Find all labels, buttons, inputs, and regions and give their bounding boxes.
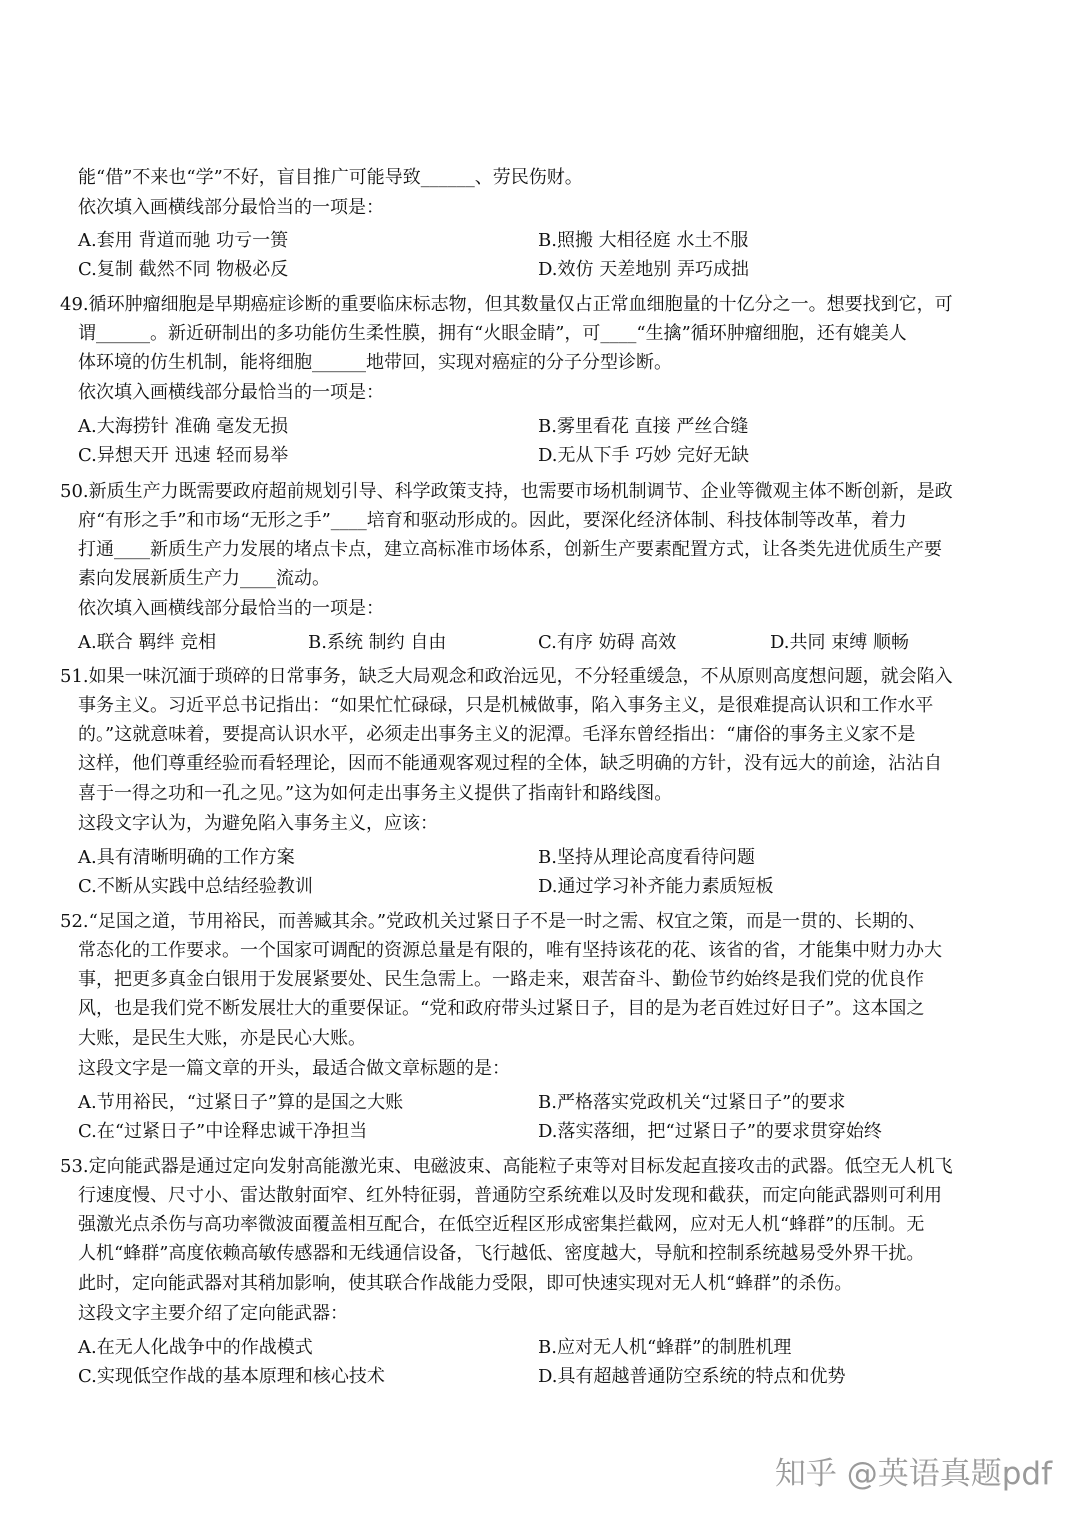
q51-text-line-1: 51.如果一味沉湎于琐碎的日常事务，缺乏大局观念和政治远见，不分轻重缓急，不从原则高度想问题，就会陷入: [60, 666, 953, 687]
q53-text-line-3: 强激光点杀伤与高功率微波面覆盖相互配合，在低空近程区形成密集拦截网，应对无人机“蜂群”的压制。无: [78, 1214, 925, 1235]
q53-option-d: D.具有超越普通防空系统的特点和优势: [538, 1366, 846, 1387]
q51-option-b: B.坚持从理论高度看待问题: [538, 847, 755, 868]
q49-text-line-1: 49.循环肿瘤细胞是早期癌症诊断的重要临床标志物，但其数量仅占正常血细胞量的十亿分之一。想要找到它，可: [60, 294, 953, 315]
q51-text-line-4: 这样，他们尊重经验而看轻理论，因而不能通观客观过程的全体，缺乏明确的方针，没有远大的前途，沾沾自: [78, 753, 942, 774]
q52-text-line-4: 风，也是我们党不断发展壮大的重要保证。“党和政府带头过紧日子，目的是为老百姓过好日子”。这本国之: [78, 998, 925, 1019]
q53-prompt: 这段文字主要介绍了定向能武器：: [78, 1303, 348, 1324]
q49-option-a: A.大海捞针 准确 毫发无损: [78, 416, 289, 437]
q53-option-a: A.在无人化战争中的作战模式: [78, 1337, 313, 1358]
q48-option-c: C.复制 截然不同 物极必反: [78, 259, 289, 280]
q53-option-b: B.应对无人机“蜂群”的制胜机理: [538, 1337, 792, 1358]
q49-option-c: C.异想天开 迅速 轻而易举: [78, 445, 289, 466]
q52-option-c: C.在“过紧日子”中诠释忠诚干净担当: [78, 1121, 368, 1142]
q50-text-line-3: 打通____新质生产力发展的堵点卡点，建立高标准市场体系，创新生产要素配置方式，让各类先进优质生产要: [78, 539, 942, 560]
q52-text-line-1: 52.“足国之道，节用裕民，而善臧其余。”党政机关过紧日子不是一时之需、权宜之策，而是一贯的、长期的、: [60, 911, 927, 932]
q50-prompt: 依次填入画横线部分最恰当的一项是：: [78, 598, 384, 619]
q53-text-line-5: 此时，定向能武器对其稍加影响，使其联合作战能力受限，即可快速实现对无人机“蜂群”的杀伤。: [78, 1273, 853, 1294]
q51-text-line-2: 事务主义。习近平总书记指出：“如果忙忙碌碌，只是机械做事，陷入事务主义，是很难提高认识和工作水平: [78, 695, 934, 716]
q52-option-a: A.节用裕民，“过紧日子”算的是国之大账: [78, 1092, 404, 1113]
q48-option-a: A.套用 背道而驰 功亏一篑: [78, 230, 289, 251]
zhihu-watermark: 知乎 @英语真题pdf: [774, 1456, 1052, 1492]
q50-option-c: C.有序 妨碍 高效: [538, 632, 677, 653]
q51-option-c: C.不断从实践中总结经验教训: [78, 876, 313, 897]
q49-text-line-3: 体环境的仿生机制，能将细胞______地带回，实现对癌症的分子分型诊断。: [78, 352, 672, 373]
q49-option-b: B.雾里看花 直接 严丝合缝: [538, 416, 749, 437]
q50-option-a: A.联合 羁绊 竞相: [78, 632, 217, 653]
q51-option-d: D.通过学习补齐能力素质短板: [538, 876, 774, 897]
q48-option-d: D.效仿 天差地别 弄巧成拙: [538, 259, 749, 280]
q50-option-d: D.共同 束缚 顺畅: [770, 632, 909, 653]
q53-option-c: C.实现低空作战的基本原理和核心技术: [78, 1366, 385, 1387]
q53-text-line-2: 行速度慢、尺寸小、雷达散射面窄、红外特征弱，普通防空系统难以及时发现和截获，而定向能武器则可利用: [78, 1185, 942, 1206]
q50-option-b: B.系统 制约 自由: [308, 632, 447, 653]
q50-text-line-4: 素向发展新质生产力____流动。: [78, 568, 330, 589]
q49-prompt: 依次填入画横线部分最恰当的一项是：: [78, 382, 384, 403]
q52-option-b: B.严格落实党政机关“过紧日子”的要求: [538, 1092, 846, 1113]
q53-text-line-1: 53.定向能武器是通过定向发射高能激光束、电磁波束、高能粒子束等对目标发起直接攻击的武器。低空无人机飞: [60, 1156, 953, 1177]
q49-option-d: D.无从下手 巧妙 完好无缺: [538, 445, 749, 466]
q51-option-a: A.具有清晰明确的工作方案: [78, 847, 295, 868]
q52-prompt: 这段文字是一篇文章的开头，最适合做文章标题的是：: [78, 1058, 510, 1079]
q48-option-b: B.照搬 大相径庭 水土不服: [538, 230, 749, 251]
q50-text-line-2: 府“有形之手”和市场“无形之手”____培育和驱动形成的。因此，要深化经济体制、科技体制等改革，着力: [78, 510, 907, 531]
q51-text-line-5: 喜于一得之功和一孔之见。”这为如何走出事务主义提供了指南针和路线图。: [78, 783, 673, 804]
q51-text-line-3: 的。”这就意味着，要提高认识水平，必须走出事务主义的泥潭。毛泽东曾经指出：“庸俗的事务主义家不是: [78, 724, 916, 745]
q52-option-d: D.落实落细，把“过紧日子”的要求贯穿始终: [538, 1121, 882, 1142]
q52-text-line-2: 常态化的工作要求。一个国家可调配的资源总量是有限的，唯有坚持该花的花、该省的省，才能集中财力办大: [78, 940, 942, 961]
q52-text-line-3: 事，把更多真金白银用于发展紧要处、民生急需上。一路走来，艰苦奋斗、勤俭节约始终是我们党的优良作: [78, 969, 924, 990]
q49-text-line-2: 谓______。新近研制出的多功能仿生柔性膜，拥有“火眼金睛”，可____“生擒”循环肿瘤细胞，还有媲美人: [78, 323, 907, 344]
q52-text-line-5: 大账，是民生大账，亦是民心大账。: [78, 1028, 366, 1049]
q48-prompt: 依次填入画横线部分最恰当的一项是：: [78, 197, 384, 218]
q50-text-line-1: 50.新质生产力既需要政府超前规划引导、科学政策支持，也需要市场机制调节、企业等微观主体不断创新，是政: [60, 481, 953, 502]
q48-text-line: 能“借”不来也“学”不好，盲目推广可能导致______、劳民伤财。: [78, 167, 583, 188]
q51-prompt: 这段文字认为，为避免陷入事务主义，应该：: [78, 813, 438, 834]
q53-text-line-4: 人机“蜂群”高度依赖高敏传感器和无线通信设备，飞行越低、密度越大，导航和控制系统越易受外界干扰。: [78, 1243, 925, 1264]
